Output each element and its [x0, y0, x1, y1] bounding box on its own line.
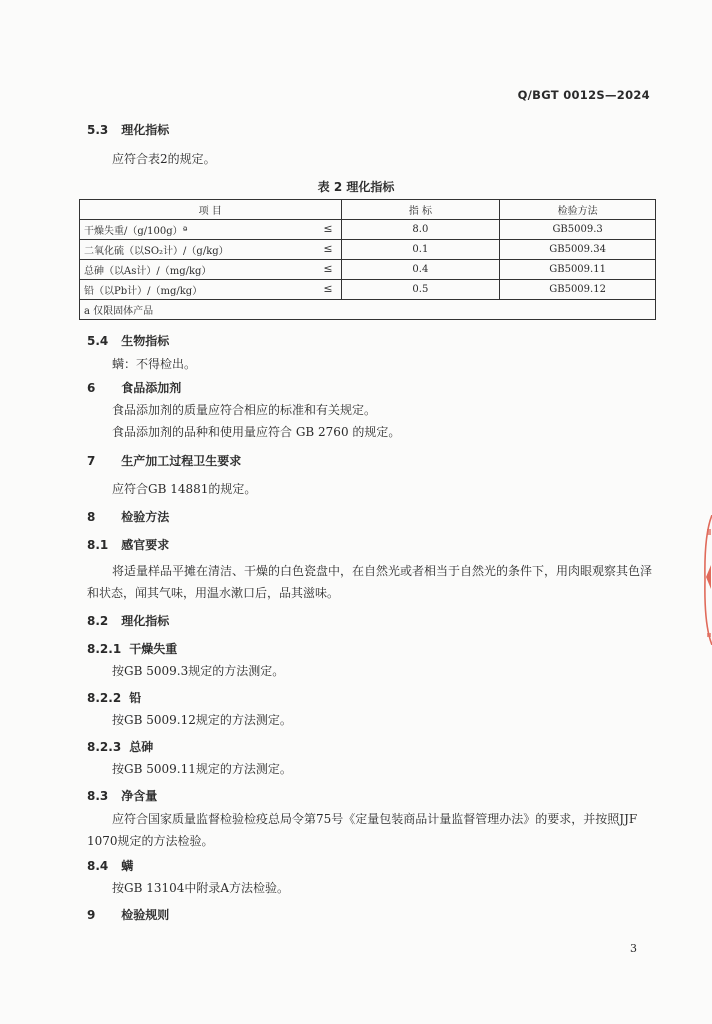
section-number: 8.2.2 — [87, 691, 122, 705]
section-number: 5.3 — [87, 123, 109, 137]
section-title: 铅 — [129, 691, 142, 705]
section-number: 8.3 — [87, 789, 109, 803]
page-number: 3 — [630, 942, 637, 955]
table-header-row — [80, 200, 656, 220]
row-item: 干燥失重/（g/100g）ª — [84, 226, 188, 237]
table-row — [80, 280, 656, 300]
section-title: 总砷 — [129, 740, 154, 754]
section-number: 9 — [87, 908, 96, 922]
section-number: 8.1 — [87, 538, 109, 552]
row-value: 0.5 — [341, 280, 500, 300]
section-8-4-text: 按GB 13104中附录A方法检验。 — [112, 881, 290, 895]
row-value: 8.0 — [341, 220, 500, 240]
section-8-1-heading — [87, 536, 169, 553]
section-8-2-2-heading — [87, 689, 141, 706]
section-6-line-1: 食品添加剂的质量应符合相应的标准和有关规定。 — [112, 403, 377, 417]
table-footnote-row — [80, 300, 656, 320]
section-number: 8.4 — [87, 859, 109, 873]
row-item-cell — [80, 240, 342, 260]
section-7-text: 应符合GB 14881的规定。 — [112, 482, 257, 496]
section-5-3-text: 应符合表2的规定。 — [112, 152, 216, 166]
section-8-2-heading — [87, 612, 169, 629]
section-title: 食品添加剂 — [121, 381, 182, 395]
section-6-heading — [87, 379, 181, 396]
less-equal-symbol: ≤ — [323, 262, 333, 275]
section-title: 理化指标 — [121, 614, 170, 628]
row-item-cell — [80, 280, 342, 300]
section-title: 净含量 — [121, 789, 158, 803]
row-method: GB5009.3 — [500, 220, 656, 240]
section-8-1-text: 将适量样品平摊在清洁、干燥的白色瓷盘中，在自然光或者相当于自然光的条件下，用肉眼观察其色泽和状态，闻其气味，用温水漱口后，品其滋味。 — [87, 564, 653, 600]
header-method: 检验方法 — [500, 200, 656, 220]
section-7-heading — [87, 452, 241, 469]
section-title: 感官要求 — [121, 538, 170, 552]
section-8-2-3-heading — [87, 738, 153, 755]
section-title: 生物指标 — [121, 334, 170, 348]
row-item: 总砷（以As计）/（mg/kg） — [84, 266, 212, 277]
section-number: 6 — [87, 381, 96, 395]
row-method: GB5009.12 — [500, 280, 656, 300]
header-index: 指 标 — [341, 200, 500, 220]
section-number: 7 — [87, 454, 96, 468]
section-number: 8.2.1 — [87, 642, 122, 656]
table-row — [80, 260, 656, 280]
row-method: GB5009.11 — [500, 260, 656, 280]
section-5-4-text: 螨：不得检出。 — [112, 357, 197, 371]
table-footnote: a 仅限固体产品 — [80, 300, 656, 320]
section-5-4-heading — [87, 332, 169, 349]
section-title: 生产加工过程卫生要求 — [121, 454, 242, 468]
less-equal-symbol: ≤ — [323, 222, 333, 235]
row-item-cell — [80, 260, 342, 280]
table-row — [80, 220, 656, 240]
section-title: 干燥失重 — [129, 642, 178, 656]
section-title: 检验方法 — [121, 510, 170, 524]
row-value: 0.4 — [341, 260, 500, 280]
section-8-3-text: 应符合国家质量监督检验检疫总局令第75号《定量包装商品计量监督管理办法》的要求，并按照JJF 1070规定的方法检验。 — [87, 812, 638, 848]
row-item: 二氧化硫（以SO₂计）/（g/kg） — [84, 246, 229, 257]
row-item-cell — [80, 220, 342, 240]
table-caption: 表 2 理化指标 — [317, 180, 395, 194]
section-number: 8 — [87, 510, 96, 524]
seal-stamp-icon — [702, 515, 712, 645]
header-item: 项 目 — [80, 200, 342, 220]
table-row — [80, 240, 656, 260]
less-equal-symbol: ≤ — [323, 242, 333, 255]
section-title: 检验规则 — [121, 908, 170, 922]
section-5-3-heading — [87, 121, 169, 138]
section-8-heading — [87, 508, 169, 525]
row-value: 0.1 — [341, 240, 500, 260]
section-8-2-1-text: 按GB 5009.3规定的方法测定。 — [112, 664, 285, 678]
row-item: 铅（以Pb计）/（mg/kg） — [84, 286, 203, 297]
less-equal-symbol: ≤ — [323, 282, 333, 295]
section-8-2-2-text: 按GB 5009.12规定的方法测定。 — [112, 713, 292, 727]
section-number: 5.4 — [87, 334, 109, 348]
section-6-line-2: 食品添加剂的品种和使用量应符合 GB 2760 的规定。 — [112, 425, 401, 439]
section-8-4-heading — [87, 857, 133, 874]
section-number: 8.2 — [87, 614, 109, 628]
section-8-2-1-heading — [87, 640, 177, 657]
section-8-3-heading — [87, 787, 157, 804]
row-method: GB5009.34 — [500, 240, 656, 260]
section-8-2-3-text: 按GB 5009.11规定的方法测定。 — [112, 762, 292, 776]
section-title: 理化指标 — [121, 123, 170, 137]
physicochemical-table — [79, 199, 656, 320]
section-9-heading — [87, 906, 169, 923]
section-title: 螨 — [121, 859, 134, 873]
section-number: 8.2.3 — [87, 740, 122, 754]
document-code: Q/BGT 0012S—2024 — [517, 88, 650, 102]
